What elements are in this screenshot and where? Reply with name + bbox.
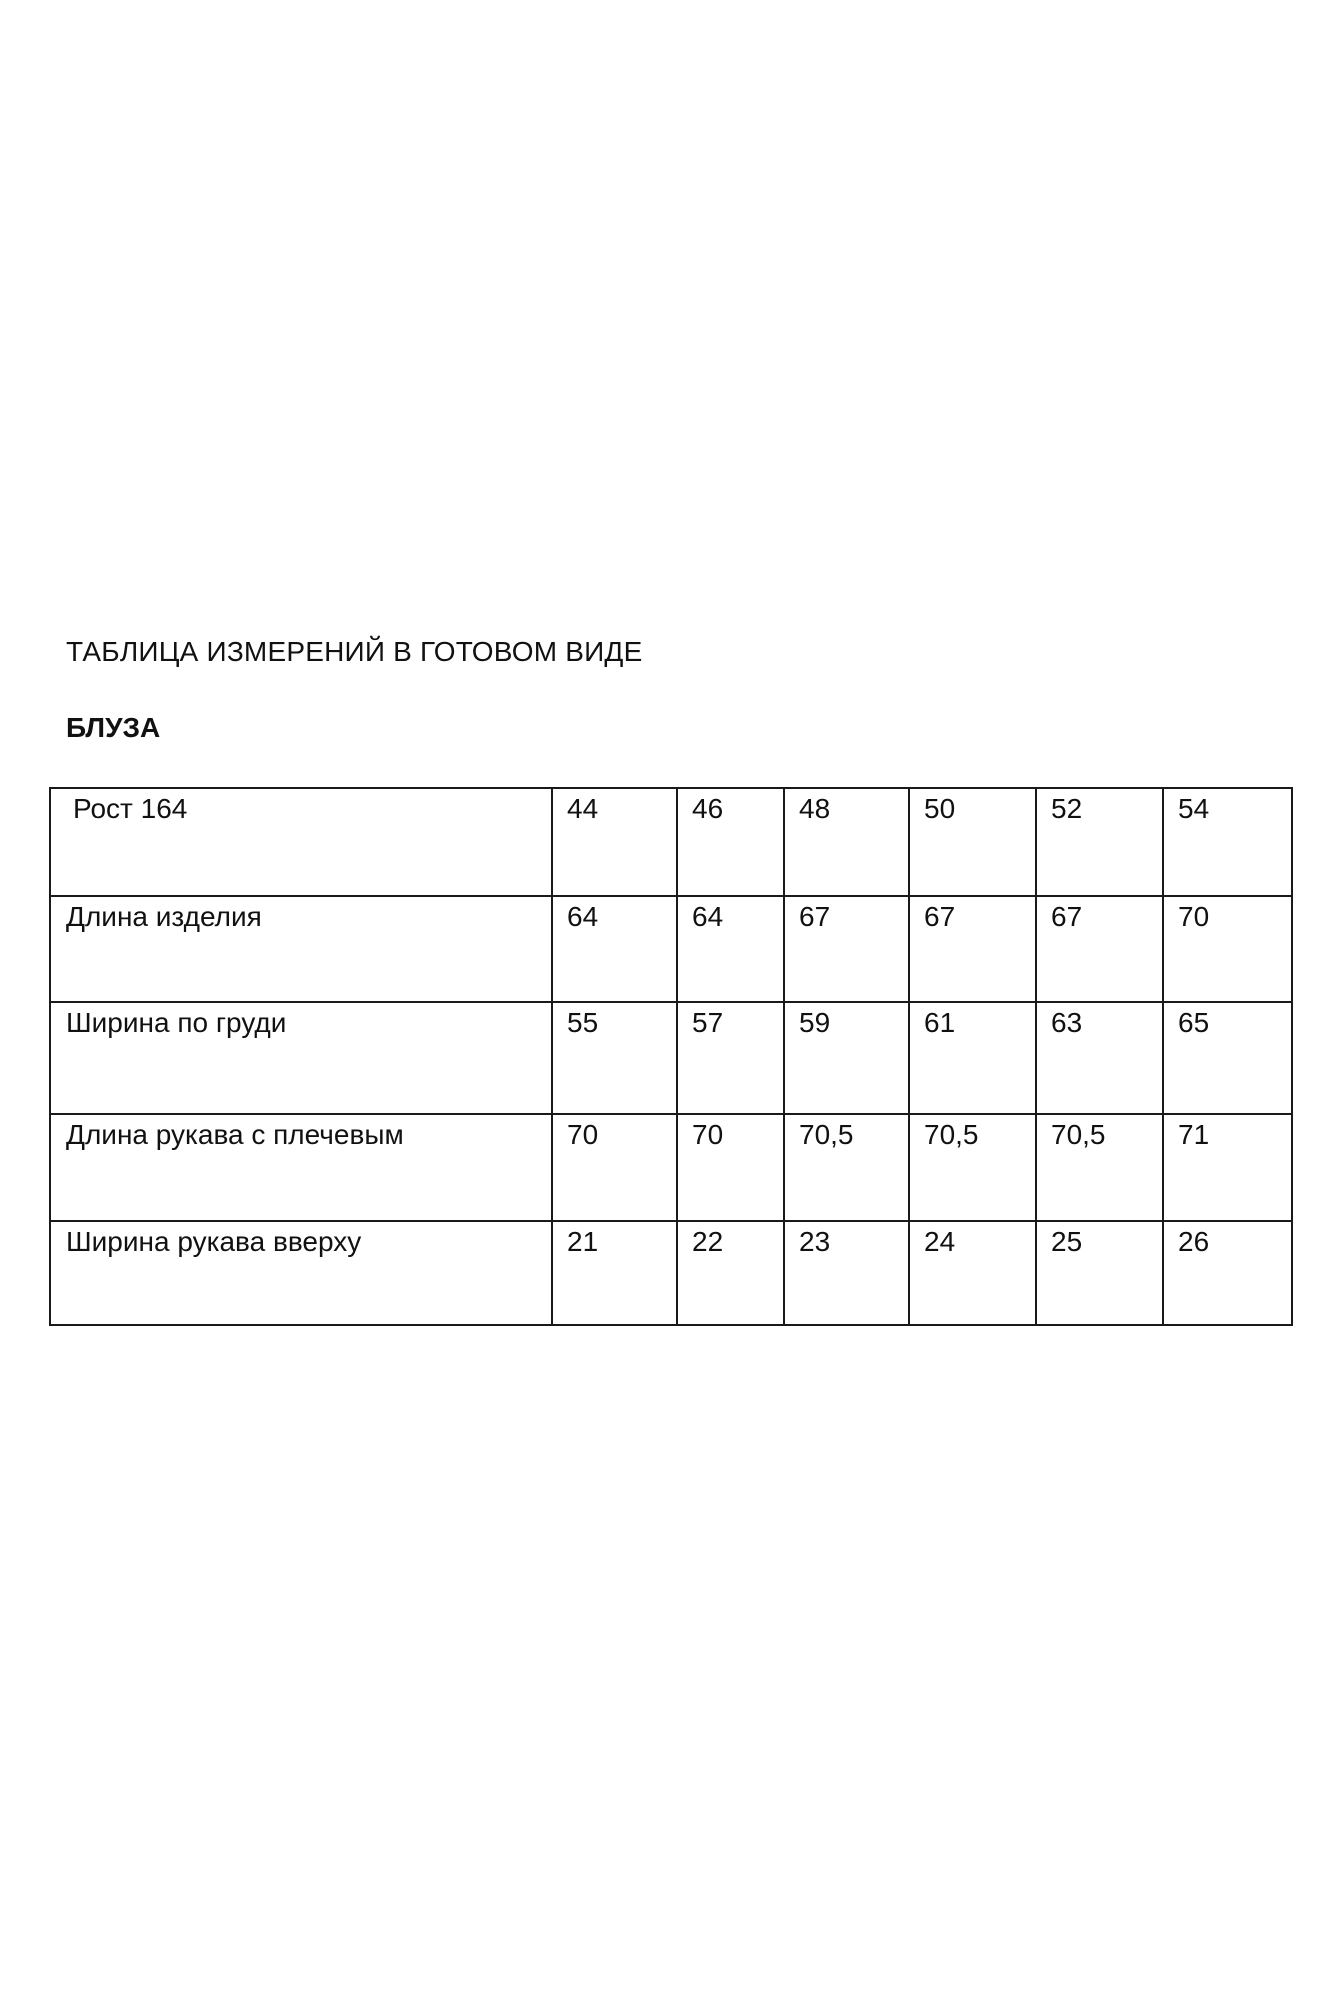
measurement-label-cell: Длина рукава с плечевым <box>50 1114 552 1221</box>
size-header-cell: 52 <box>1036 788 1163 896</box>
product-subtitle: БЛУЗА <box>66 712 161 743</box>
measurement-value-cell: 59 <box>784 1002 909 1114</box>
measurement-value-cell: 70,5 <box>1036 1114 1163 1221</box>
page-title: ТАБЛИЦА ИЗМЕРЕНИЙ В ГОТОВОМ ВИДЕ <box>66 636 643 667</box>
size-header-cell: 46 <box>677 788 784 896</box>
measurement-value-cell: 67 <box>1036 896 1163 1002</box>
measurement-value-cell: 21 <box>552 1221 677 1325</box>
size-measurement-table <box>49 787 1293 1326</box>
measurement-value-cell: 26 <box>1163 1221 1292 1325</box>
measurement-value-cell: 70,5 <box>909 1114 1036 1221</box>
table-row <box>50 896 1292 1002</box>
measurement-value-cell: 67 <box>909 896 1036 1002</box>
measurement-value-cell: 70,5 <box>784 1114 909 1221</box>
measurement-value-cell: 70 <box>552 1114 677 1221</box>
table-row <box>50 1114 1292 1221</box>
size-header-cell: 54 <box>1163 788 1292 896</box>
measurement-label-cell: Длина изделия <box>50 896 552 1002</box>
measurement-label-cell: Ширина рукава вверху <box>50 1221 552 1325</box>
measurement-value-cell: 70 <box>677 1114 784 1221</box>
size-header-cell: 50 <box>909 788 1036 896</box>
measurement-value-cell: 22 <box>677 1221 784 1325</box>
measurement-value-cell: 55 <box>552 1002 677 1114</box>
measurement-value-cell: 64 <box>677 896 784 1002</box>
table-header-row <box>50 788 1292 896</box>
measurement-value-cell: 57 <box>677 1002 784 1114</box>
measurement-value-cell: 23 <box>784 1221 909 1325</box>
measurement-value-cell: 63 <box>1036 1002 1163 1114</box>
measurement-value-cell: 64 <box>552 896 677 1002</box>
table-row <box>50 1221 1292 1325</box>
table-row <box>50 1002 1292 1114</box>
measurement-value-cell: 67 <box>784 896 909 1002</box>
size-header-cell: 48 <box>784 788 909 896</box>
measurement-label-cell: Ширина по груди <box>50 1002 552 1114</box>
height-label-cell: Рост 164 <box>50 788 552 896</box>
measurement-value-cell: 61 <box>909 1002 1036 1114</box>
measurement-value-cell: 71 <box>1163 1114 1292 1221</box>
measurement-value-cell: 24 <box>909 1221 1036 1325</box>
measurement-value-cell: 25 <box>1036 1221 1163 1325</box>
measurement-value-cell: 65 <box>1163 1002 1292 1114</box>
measurement-value-cell: 70 <box>1163 896 1292 1002</box>
size-header-cell: 44 <box>552 788 677 896</box>
